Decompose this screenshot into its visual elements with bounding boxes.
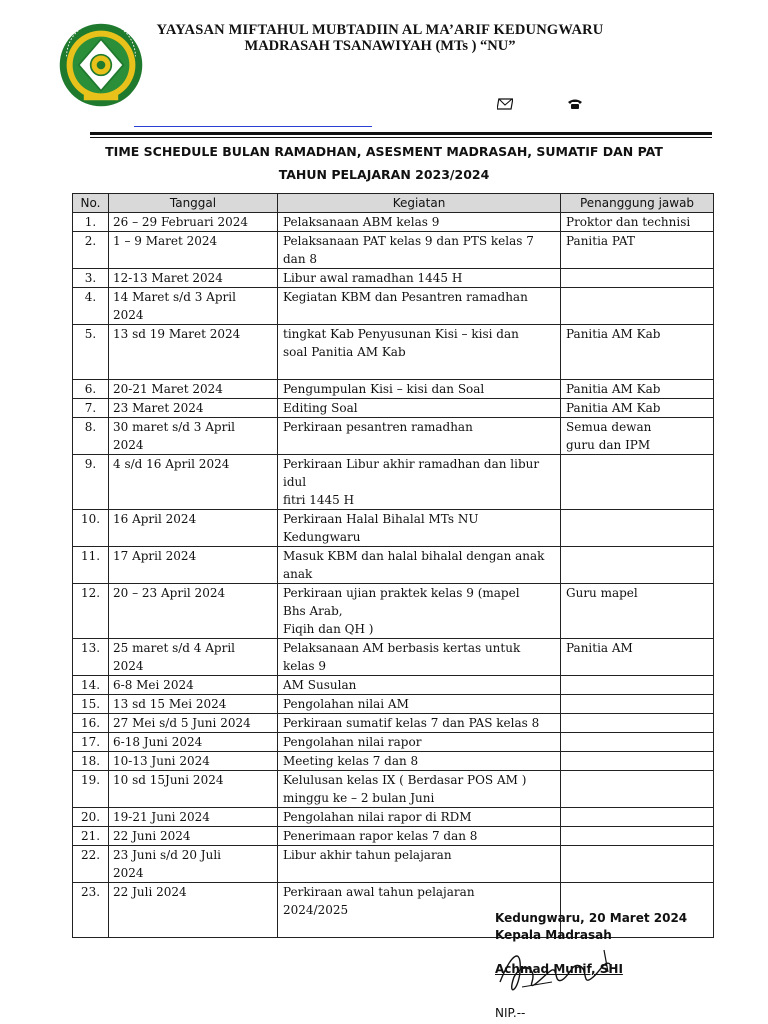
cell-tanggal bbox=[109, 676, 278, 695]
cell-tanggal-line: 12-13 Maret 2024 bbox=[113, 271, 223, 285]
cell-kegiatan bbox=[278, 288, 561, 325]
cell-penanggung-jawab bbox=[561, 808, 714, 827]
header-rule-thin bbox=[90, 137, 712, 138]
cell-tanggal bbox=[109, 695, 278, 714]
cell-tanggal bbox=[109, 455, 278, 510]
table-row bbox=[73, 639, 714, 676]
cell-tanggal-line: 10 sd 15Juni 2024 bbox=[113, 773, 224, 787]
cell-kegiatan-line: Pengolahan nilai rapor bbox=[283, 735, 422, 749]
cell-tanggal bbox=[109, 752, 278, 771]
cell-kegiatan-line: Kedungwaru bbox=[283, 530, 361, 544]
table-row bbox=[73, 771, 714, 808]
cell-kegiatan bbox=[278, 547, 561, 584]
cell-no: 16. bbox=[73, 714, 109, 733]
cell-penanggung-jawab-line: Panitia AM bbox=[566, 641, 633, 655]
table-body bbox=[73, 213, 714, 938]
table-row bbox=[73, 752, 714, 771]
cell-no: 21. bbox=[73, 827, 109, 846]
cell-no: 5. bbox=[73, 325, 109, 380]
cell-penanggung-jawab bbox=[561, 455, 714, 510]
cell-no: 19. bbox=[73, 771, 109, 808]
cell-no: 1. bbox=[73, 213, 109, 232]
cell-tanggal bbox=[109, 510, 278, 547]
cell-penanggung-jawab bbox=[561, 695, 714, 714]
cell-no: 18. bbox=[73, 752, 109, 771]
table-header-row bbox=[73, 194, 714, 213]
cell-penanggung-jawab bbox=[561, 714, 714, 733]
cell-tanggal bbox=[109, 380, 278, 399]
table-row bbox=[73, 213, 714, 232]
cell-tanggal bbox=[109, 288, 278, 325]
cell-kegiatan-line bbox=[283, 361, 555, 379]
cell-tanggal bbox=[109, 771, 278, 808]
cell-kegiatan bbox=[278, 455, 561, 510]
cell-kegiatan bbox=[278, 325, 561, 380]
cell-kegiatan bbox=[278, 399, 561, 418]
cell-penanggung-jawab-line: Proktor dan technisi bbox=[566, 215, 691, 229]
cell-penanggung-jawab bbox=[561, 510, 714, 547]
cell-kegiatan-line: Perkiraan awal tahun pelajaran bbox=[283, 885, 475, 899]
cell-penanggung-jawab-line: Panitia AM Kab bbox=[566, 401, 661, 415]
cell-penanggung-jawab bbox=[561, 288, 714, 325]
cell-tanggal bbox=[109, 584, 278, 639]
cell-kegiatan bbox=[278, 676, 561, 695]
cell-tanggal-line: 1 – 9 Maret 2024 bbox=[113, 234, 218, 248]
cell-tanggal-line: 2024 bbox=[113, 308, 144, 322]
school-logo bbox=[58, 22, 144, 108]
table-row bbox=[73, 455, 714, 510]
col-header-kegiatan: Kegiatan bbox=[278, 194, 561, 213]
signer-position: Kepala Madrasah bbox=[495, 928, 612, 942]
table-row bbox=[73, 547, 714, 584]
cell-penanggung-jawab-line: Panitia AM Kab bbox=[566, 327, 661, 341]
cell-tanggal-line: 14 Maret s/d 3 April bbox=[113, 290, 236, 304]
cell-penanggung-jawab bbox=[561, 380, 714, 399]
cell-kegiatan bbox=[278, 771, 561, 808]
cell-kegiatan bbox=[278, 510, 561, 547]
cell-no: 22. bbox=[73, 846, 109, 883]
cell-tanggal-line: 23 Juni s/d 20 Juli bbox=[113, 848, 221, 862]
cell-kegiatan-line: dan 8 bbox=[283, 252, 318, 266]
cell-kegiatan bbox=[278, 639, 561, 676]
cell-tanggal-line: 30 maret s/d 3 April bbox=[113, 420, 235, 434]
table-row bbox=[73, 808, 714, 827]
cell-penanggung-jawab-line: Guru mapel bbox=[566, 586, 638, 600]
cell-tanggal-line: 6-18 Juni 2024 bbox=[113, 735, 203, 749]
cell-kegiatan-line: fitri 1445 H bbox=[283, 493, 355, 507]
cell-kegiatan bbox=[278, 232, 561, 269]
cell-kegiatan bbox=[278, 380, 561, 399]
cell-tanggal bbox=[109, 399, 278, 418]
cell-tanggal-line: 16 April 2024 bbox=[113, 512, 197, 526]
cell-penanggung-jawab bbox=[561, 269, 714, 288]
cell-penanggung-jawab bbox=[561, 232, 714, 269]
foundation-name: YAYASAN MIFTAHUL MUBTADIIN AL MA’ARIF KEDUNGWARU bbox=[156, 22, 604, 38]
place-date: Kedungwaru, 20 Maret 2024 bbox=[495, 911, 688, 925]
cell-tanggal bbox=[109, 269, 278, 288]
table-row bbox=[73, 510, 714, 547]
cell-no: 9. bbox=[73, 455, 109, 510]
table-row bbox=[73, 380, 714, 399]
cell-kegiatan bbox=[278, 808, 561, 827]
cell-penanggung-jawab bbox=[561, 213, 714, 232]
cell-kegiatan-line: Pengolahan nilai AM bbox=[283, 697, 409, 711]
cell-penanggung-jawab bbox=[561, 639, 714, 676]
cell-tanggal-line: 25 maret s/d 4 April bbox=[113, 641, 235, 655]
cell-kegiatan-line: soal Panitia AM Kab bbox=[283, 345, 406, 359]
cell-kegiatan-line: tingkat Kab Penyusunan Kisi – kisi dan bbox=[283, 327, 519, 341]
cell-penanggung-jawab bbox=[561, 752, 714, 771]
cell-penanggung-jawab bbox=[561, 771, 714, 808]
document-title: TIME SCHEDULE BULAN RAMADHAN, ASESMENT MADRASAH, SUMATIF DAN PAT bbox=[105, 144, 663, 159]
table-row bbox=[73, 714, 714, 733]
table-row bbox=[73, 269, 714, 288]
cell-kegiatan-line: Perkiraan sumatif kelas 7 dan PAS kelas 8 bbox=[283, 716, 540, 730]
cell-penanggung-jawab bbox=[561, 827, 714, 846]
signer-name: Achmad Munif, SHI bbox=[495, 962, 623, 976]
cell-tanggal-line: 2024 bbox=[113, 438, 144, 452]
cell-kegiatan-line: anak bbox=[283, 567, 313, 581]
table-row bbox=[73, 846, 714, 883]
cell-penanggung-jawab-line: Semua dewan bbox=[566, 420, 652, 434]
cell-kegiatan bbox=[278, 584, 561, 639]
cell-tanggal-line: 6-8 Mei 2024 bbox=[113, 678, 194, 692]
link-underline bbox=[134, 126, 372, 127]
cell-tanggal bbox=[109, 883, 278, 938]
cell-kegiatan-line: Perkiraan Halal Bihalal MTs NU bbox=[283, 512, 479, 526]
cell-tanggal-line: 27 Mei s/d 5 Juni 2024 bbox=[113, 716, 251, 730]
cell-tanggal-line: 23 Maret 2024 bbox=[113, 401, 204, 415]
table-row bbox=[73, 827, 714, 846]
cell-tanggal bbox=[109, 213, 278, 232]
cell-tanggal-line: 20 – 23 April 2024 bbox=[113, 586, 226, 600]
cell-tanggal bbox=[109, 827, 278, 846]
cell-no: 11. bbox=[73, 547, 109, 584]
cell-tanggal-line: 20-21 Maret 2024 bbox=[113, 382, 223, 396]
cell-no: 7. bbox=[73, 399, 109, 418]
cell-no: 15. bbox=[73, 695, 109, 714]
schedule-table bbox=[72, 193, 714, 938]
cell-penanggung-jawab bbox=[561, 418, 714, 455]
cell-tanggal-line: 2024 bbox=[113, 866, 144, 880]
cell-tanggal bbox=[109, 733, 278, 752]
cell-kegiatan bbox=[278, 846, 561, 883]
table-row bbox=[73, 325, 714, 380]
cell-kegiatan bbox=[278, 714, 561, 733]
cell-tanggal-line: 17 April 2024 bbox=[113, 549, 197, 563]
cell-tanggal-line: 22 Juni 2024 bbox=[113, 829, 191, 843]
cell-tanggal-line: 10-13 Juni 2024 bbox=[113, 754, 210, 768]
cell-tanggal bbox=[109, 325, 278, 380]
cell-kegiatan-line: Fiqih dan QH ) bbox=[283, 622, 374, 636]
cell-kegiatan-line: Libur awal ramadhan 1445 H bbox=[283, 271, 463, 285]
cell-kegiatan-line: Pengolahan nilai rapor di RDM bbox=[283, 810, 472, 824]
cell-penanggung-jawab-line: Panitia PAT bbox=[566, 234, 635, 248]
signer-nip: NIP.-- bbox=[495, 1006, 526, 1020]
table-row bbox=[73, 418, 714, 455]
cell-tanggal bbox=[109, 639, 278, 676]
table-row bbox=[73, 733, 714, 752]
document-subtitle: TAHUN PELAJARAN 2023/2024 bbox=[278, 167, 490, 182]
cell-kegiatan-line: Perkiraan Libur akhir ramadhan dan libur bbox=[283, 457, 540, 471]
cell-kegiatan-line: 2024/2025 bbox=[283, 903, 349, 917]
phone-icon bbox=[567, 98, 583, 110]
cell-no: 3. bbox=[73, 269, 109, 288]
cell-tanggal bbox=[109, 232, 278, 269]
col-header-penanggung-jawab: Penanggung jawab bbox=[561, 194, 714, 213]
cell-kegiatan-line: Libur akhir tahun pelajaran bbox=[283, 848, 452, 862]
cell-penanggung-jawab bbox=[561, 547, 714, 584]
cell-tanggal bbox=[109, 846, 278, 883]
table-row bbox=[73, 288, 714, 325]
cell-tanggal bbox=[109, 714, 278, 733]
envelope-icon bbox=[497, 98, 513, 110]
cell-no: 2. bbox=[73, 232, 109, 269]
cell-penanggung-jawab bbox=[561, 846, 714, 883]
cell-no: 10. bbox=[73, 510, 109, 547]
cell-kegiatan-line: idul bbox=[283, 475, 307, 489]
table-row bbox=[73, 584, 714, 639]
cell-no: 12. bbox=[73, 584, 109, 639]
cell-kegiatan-line: Perkiraan pesantren ramadhan bbox=[283, 420, 473, 434]
school-name: MADRASAH TSANAWIYAH (MTs ) “NU” bbox=[244, 38, 516, 54]
cell-no: 4. bbox=[73, 288, 109, 325]
cell-no: 6. bbox=[73, 380, 109, 399]
cell-penanggung-jawab bbox=[561, 733, 714, 752]
cell-kegiatan-line: Penerimaan rapor kelas 7 dan 8 bbox=[283, 829, 478, 843]
handwritten-signature bbox=[492, 942, 622, 1002]
cell-kegiatan bbox=[278, 213, 561, 232]
cell-penanggung-jawab bbox=[561, 584, 714, 639]
cell-kegiatan-line: Pelaksanaan ABM kelas 9 bbox=[283, 215, 440, 229]
cell-kegiatan bbox=[278, 733, 561, 752]
cell-penanggung-jawab bbox=[561, 399, 714, 418]
cell-kegiatan-line: Pelaksanaan PAT kelas 9 dan PTS kelas 7 bbox=[283, 234, 534, 248]
cell-kegiatan bbox=[278, 418, 561, 455]
table-row bbox=[73, 399, 714, 418]
cell-kegiatan bbox=[278, 269, 561, 288]
cell-tanggal bbox=[109, 808, 278, 827]
cell-tanggal-line: 4 s/d 16 April 2024 bbox=[113, 457, 230, 471]
cell-penanggung-jawab-line: guru dan IPM bbox=[566, 438, 651, 452]
cell-kegiatan-line: Kelulusan kelas IX ( Berdasar POS AM ) bbox=[283, 773, 527, 787]
table-row bbox=[73, 676, 714, 695]
cell-kegiatan-line: Kegiatan KBM dan Pesantren ramadhan bbox=[283, 290, 528, 304]
col-header-no: No. bbox=[73, 194, 109, 213]
cell-tanggal-line: 19-21 Juni 2024 bbox=[113, 810, 210, 824]
cell-kegiatan-line: Editing Soal bbox=[283, 401, 358, 415]
cell-penanggung-jawab-line: Panitia AM Kab bbox=[566, 382, 661, 396]
cell-no: 20. bbox=[73, 808, 109, 827]
cell-kegiatan-line: Meeting kelas 7 dan 8 bbox=[283, 754, 419, 768]
cell-tanggal-line: 2024 bbox=[113, 659, 144, 673]
cell-kegiatan-line: Pelaksanaan AM berbasis kertas untuk bbox=[283, 641, 521, 655]
cell-kegiatan-line: kelas 9 bbox=[283, 659, 326, 673]
cell-tanggal-line: 22 Juli 2024 bbox=[113, 885, 187, 899]
table-row bbox=[73, 232, 714, 269]
cell-kegiatan-line: AM Susulan bbox=[283, 678, 357, 692]
cell-kegiatan-line: Bhs Arab, bbox=[283, 604, 343, 618]
cell-no: 17. bbox=[73, 733, 109, 752]
cell-kegiatan bbox=[278, 752, 561, 771]
cell-kegiatan-line: Masuk KBM dan halal bihalal dengan anak bbox=[283, 549, 545, 563]
cell-tanggal bbox=[109, 547, 278, 584]
cell-tanggal-line: 26 – 29 Februari 2024 bbox=[113, 215, 248, 229]
cell-no: 23. bbox=[73, 883, 109, 938]
cell-no: 13. bbox=[73, 639, 109, 676]
cell-penanggung-jawab bbox=[561, 325, 714, 380]
cell-kegiatan-line: Perkiraan ujian praktek kelas 9 (mapel bbox=[283, 586, 520, 600]
cell-tanggal bbox=[109, 418, 278, 455]
cell-tanggal-line: 13 sd 15 Mei 2024 bbox=[113, 697, 227, 711]
cell-tanggal-line: 13 sd 19 Maret 2024 bbox=[113, 327, 241, 341]
cell-kegiatan-line: minggu ke – 2 bulan Juni bbox=[283, 791, 435, 805]
cell-no: 14. bbox=[73, 676, 109, 695]
cell-penanggung-jawab bbox=[561, 676, 714, 695]
cell-kegiatan bbox=[278, 695, 561, 714]
cell-kegiatan-line: Pengumpulan Kisi – kisi dan Soal bbox=[283, 382, 485, 396]
cell-no: 8. bbox=[73, 418, 109, 455]
table-row bbox=[73, 695, 714, 714]
col-header-tanggal: Tanggal bbox=[109, 194, 278, 213]
header-rule-thick bbox=[90, 132, 712, 135]
cell-kegiatan bbox=[278, 827, 561, 846]
